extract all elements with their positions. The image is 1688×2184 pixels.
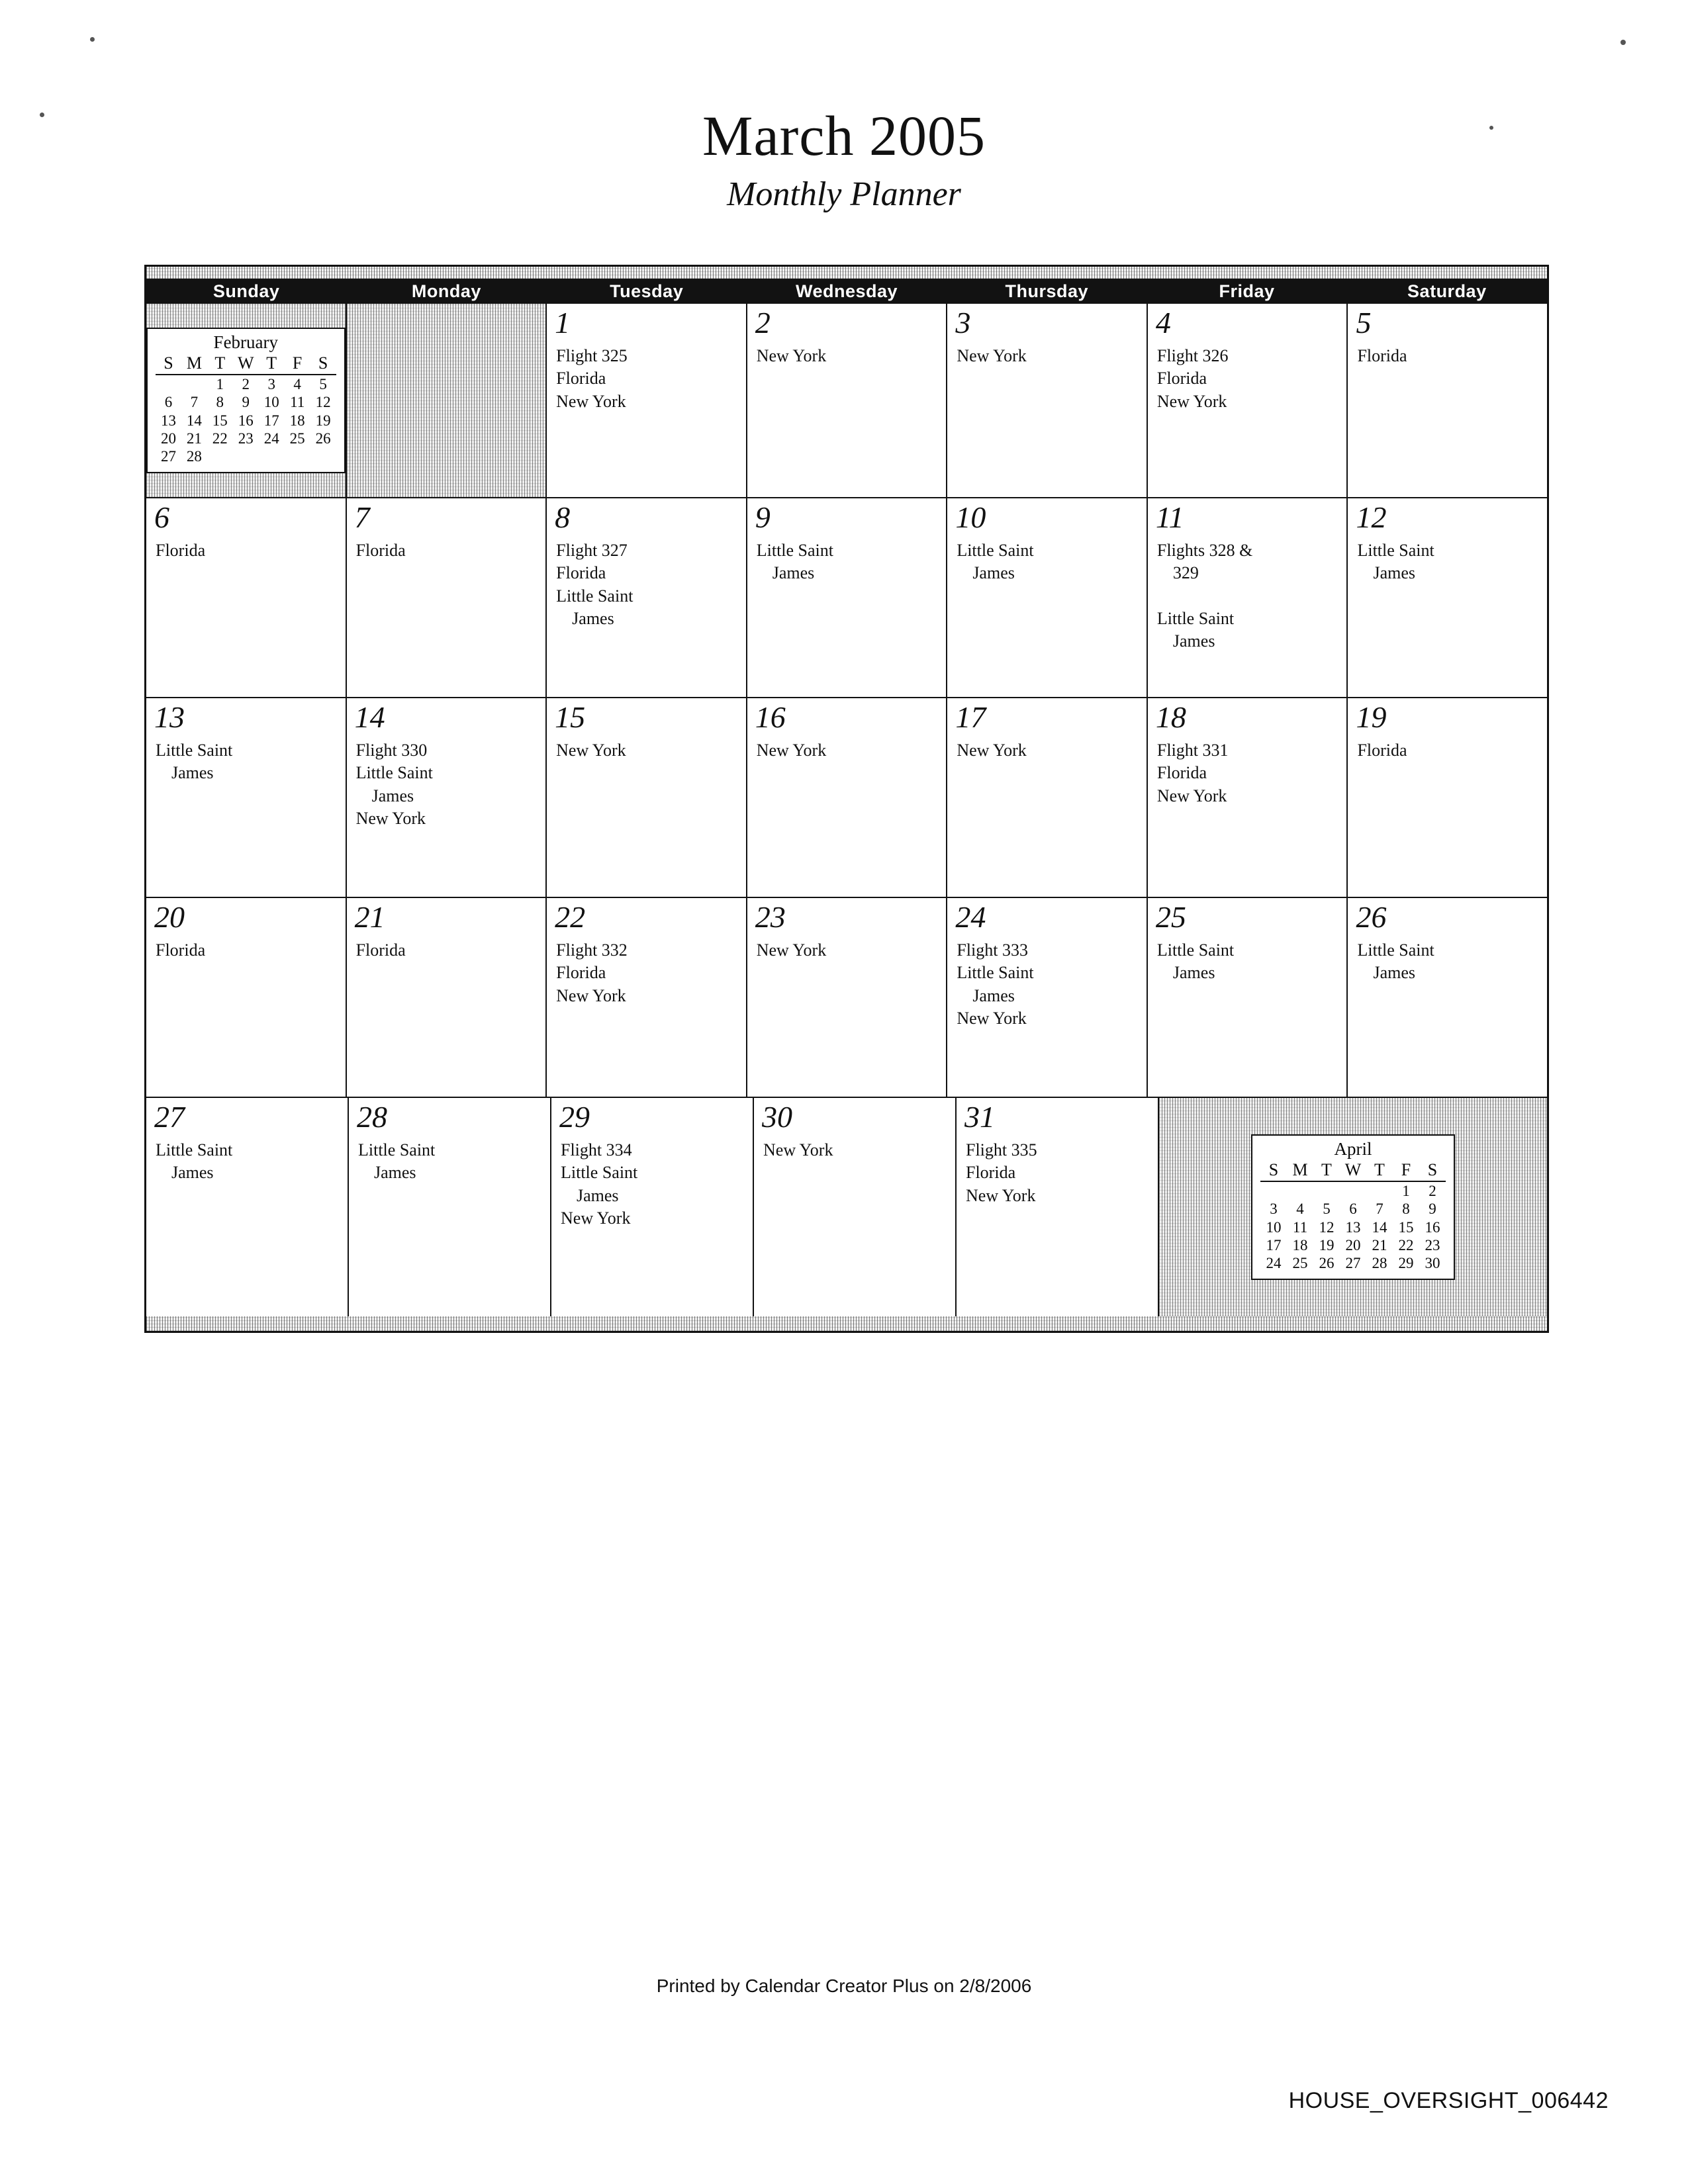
day-event-line: Flights 328 &	[1156, 541, 1253, 560]
day-number: 19	[1356, 700, 1387, 734]
day-event-line: James	[171, 1163, 214, 1183]
mini-day-cell: 24	[263, 430, 279, 447]
day-events	[755, 539, 940, 585]
day-events	[762, 1139, 949, 1161]
day-event-line: Florida	[1357, 741, 1407, 760]
mini-day-cell: 11	[1292, 1218, 1308, 1236]
day-events	[755, 939, 940, 962]
calendar-week-row	[146, 897, 1547, 1097]
day-cell-11[interactable]	[1147, 498, 1347, 697]
mini-day-cell: 20	[1345, 1236, 1361, 1253]
day-events	[355, 939, 539, 962]
day-events	[355, 539, 539, 562]
mini-day-cell: 15	[212, 412, 228, 429]
day-events	[1356, 939, 1540, 985]
day-number: 9	[755, 500, 771, 534]
day-events	[1356, 739, 1540, 762]
day-events	[555, 939, 739, 1007]
weekday-header-monday: Monday	[411, 281, 481, 301]
mini-day-cell: 5	[319, 376, 327, 393]
day-event-line: New York	[556, 391, 626, 411]
day-cell-4[interactable]	[1147, 304, 1347, 497]
mini-day-cell: 30	[1425, 1254, 1440, 1271]
day-events	[1356, 345, 1540, 367]
mini-weekday-3: W	[1340, 1160, 1366, 1182]
day-event-line: Little Saint	[1357, 940, 1434, 960]
weekday-header-row	[146, 279, 1547, 304]
mini-day-cell: 14	[186, 412, 202, 429]
day-events	[1156, 539, 1340, 653]
mini-day-cell: 9	[242, 394, 250, 411]
day-events	[955, 739, 1140, 762]
mini-day-cell: 7	[190, 394, 199, 411]
mini-day-cell: 10	[263, 394, 279, 411]
day-number: 14	[354, 700, 385, 734]
day-cell-7[interactable]	[346, 498, 546, 697]
mini-day-cell	[207, 447, 233, 465]
day-event-line: Florida	[556, 963, 606, 983]
mini-weekday-0: S	[156, 353, 181, 375]
mini-day-cell: 4	[1296, 1201, 1304, 1218]
mini-weekday-5: F	[1393, 1160, 1419, 1182]
mini-day-cell	[285, 447, 310, 465]
day-events	[154, 739, 339, 785]
day-event-line: James	[171, 763, 214, 783]
mini-month-title: April	[1334, 1139, 1372, 1159]
day-event-line: Little Saint	[1156, 608, 1235, 628]
mini-day-cell: 4	[293, 376, 301, 393]
mini-day-cell: 17	[1266, 1236, 1282, 1253]
day-cell-12[interactable]	[1346, 498, 1547, 697]
day-number: 7	[354, 500, 370, 534]
day-event-line: New York	[1156, 391, 1227, 411]
day-number: 16	[755, 700, 786, 734]
day-number: 20	[154, 900, 185, 934]
mini-day-cell: 12	[1319, 1218, 1335, 1236]
mini-month-april	[1159, 1098, 1547, 1316]
mini-day-cell: 9	[1429, 1201, 1436, 1218]
day-event-line: New York	[957, 741, 1027, 760]
day-events	[1356, 539, 1540, 585]
day-event-line: Flight 333	[957, 940, 1028, 960]
day-event-line: Little Saint	[156, 1140, 233, 1160]
weekday-header-friday: Friday	[1219, 281, 1275, 301]
mini-weekday-2: T	[1313, 1160, 1340, 1182]
frame-top-border	[146, 267, 1547, 279]
weekday-header-saturday: Saturday	[1407, 281, 1487, 301]
mini-day-cell: 23	[238, 430, 254, 447]
calendar-week-row	[146, 1097, 1547, 1316]
day-events	[154, 939, 339, 962]
day-event-line: Flight 330	[355, 741, 428, 760]
day-cell-17[interactable]	[946, 698, 1147, 897]
day-events	[955, 539, 1140, 585]
mini-day-cell: 11	[290, 394, 305, 411]
day-events	[355, 739, 539, 830]
mini-week-row	[156, 447, 336, 465]
day-events	[1156, 345, 1340, 413]
mini-week-row	[1260, 1254, 1446, 1272]
mini-day-cell: 17	[263, 412, 279, 429]
day-number: 12	[1356, 500, 1387, 534]
day-number: 17	[955, 700, 986, 734]
mini-day-cell	[1340, 1181, 1366, 1200]
mini-month-box	[1251, 1134, 1455, 1280]
mini-week-row	[156, 412, 336, 430]
mini-week-row	[1260, 1200, 1446, 1218]
day-event-line: James	[772, 563, 815, 583]
day-cell-19[interactable]	[1346, 698, 1547, 897]
mini-day-cell: 26	[315, 430, 331, 447]
mini-day-cell	[1287, 1181, 1313, 1200]
mini-day-cell: 2	[1429, 1183, 1436, 1200]
day-events	[555, 739, 739, 762]
day-cell-28[interactable]	[348, 1098, 550, 1316]
day-number: 4	[1155, 306, 1171, 340]
mini-day-cell	[310, 447, 336, 465]
day-event-line: Little Saint	[957, 963, 1034, 983]
mini-weekday-1: M	[1287, 1160, 1313, 1182]
mini-day-cell: 8	[1402, 1201, 1410, 1218]
print-footer: Printed by Calendar Creator Plus on 2/8/2006	[656, 1976, 1032, 1996]
day-number: 13	[154, 700, 185, 734]
day-cell-23[interactable]	[746, 898, 947, 1097]
mini-day-cell: 15	[1398, 1218, 1414, 1236]
day-event-line: New York	[561, 1208, 631, 1228]
mini-weekday-3: W	[233, 353, 259, 375]
mini-day-cell: 1	[216, 376, 224, 393]
mini-weekday-4: T	[1366, 1160, 1393, 1182]
day-cell-5[interactable]	[1346, 304, 1547, 497]
mini-month-table	[1260, 1160, 1446, 1272]
day-event-line: Florida	[156, 940, 206, 960]
day-number: 24	[955, 900, 986, 934]
day-number: 15	[555, 700, 586, 734]
mini-week-row	[1260, 1218, 1446, 1236]
calendar-week-row	[146, 697, 1547, 897]
mini-month-title: February	[213, 332, 279, 352]
day-event-line: New York	[756, 940, 827, 960]
day-cell-27[interactable]	[146, 1098, 348, 1316]
mini-day-cell: 21	[1372, 1236, 1387, 1253]
mini-week-row	[156, 393, 336, 411]
day-cell-16[interactable]	[746, 698, 947, 897]
day-cell-30[interactable]	[753, 1098, 955, 1316]
day-events	[555, 345, 739, 413]
day-number: 30	[762, 1100, 792, 1134]
day-cell-13[interactable]	[146, 698, 346, 897]
bates-number: HOUSE_OVERSIGHT_006442	[1288, 2088, 1609, 2113]
mini-day-cell	[156, 375, 181, 393]
day-number: 31	[964, 1100, 995, 1134]
day-event-line: James	[1172, 631, 1215, 651]
day-event-line: James	[577, 1185, 619, 1205]
day-cell-1[interactable]	[545, 304, 746, 497]
mini-day-cell: 26	[1319, 1254, 1335, 1271]
day-cell-18[interactable]	[1147, 698, 1347, 897]
mini-weekday-4: T	[259, 353, 285, 375]
mini-day-cell	[1366, 1181, 1393, 1200]
day-event-line: Florida	[556, 563, 606, 583]
day-event-line: Little Saint	[1156, 940, 1235, 960]
day-events	[154, 1139, 341, 1185]
day-cell-21[interactable]	[346, 898, 546, 1097]
mini-week-row	[156, 430, 336, 447]
page-title: March 2005	[702, 104, 986, 167]
day-event-line: Flight 334	[561, 1140, 632, 1160]
mini-weekday-0: S	[1260, 1160, 1287, 1182]
day-event-line: James	[1373, 563, 1416, 583]
mini-day-cell: 27	[1345, 1254, 1361, 1271]
mini-month-february	[146, 304, 346, 497]
mini-day-cell: 19	[315, 412, 331, 429]
day-cell-15[interactable]	[545, 698, 746, 897]
mini-month-table	[156, 353, 336, 465]
day-number: 23	[755, 900, 786, 934]
day-event-line: New York	[756, 346, 827, 365]
day-event-line: Florida	[355, 541, 406, 560]
day-cell-6[interactable]	[146, 498, 346, 697]
mini-day-cell: 18	[1292, 1236, 1308, 1253]
day-cell-2[interactable]	[746, 304, 947, 497]
mini-day-cell: 22	[1398, 1236, 1414, 1253]
calendar-grid	[144, 265, 1549, 1333]
mini-week-row	[156, 375, 336, 393]
day-number: 26	[1356, 900, 1387, 934]
mini-day-cell	[1313, 1181, 1340, 1200]
day-event-line: New York	[556, 985, 626, 1005]
document-header	[0, 106, 1688, 214]
day-event-line: James	[972, 985, 1015, 1005]
day-number: 22	[555, 900, 586, 934]
day-cell-25[interactable]	[1147, 898, 1347, 1097]
day-event-line: Little Saint	[1357, 541, 1434, 560]
weekday-header-sunday: Sunday	[212, 281, 280, 301]
mini-day-cell: 29	[1398, 1254, 1414, 1271]
day-cell-14[interactable]	[346, 698, 546, 897]
mini-weekday-5: F	[285, 353, 310, 375]
day-number: 18	[1155, 700, 1186, 734]
mini-day-cell: 3	[1270, 1201, 1278, 1218]
day-event-line: New York	[763, 1140, 833, 1160]
mini-day-cell: 16	[238, 412, 254, 429]
mini-week-row	[1260, 1181, 1446, 1200]
day-event-line: James	[371, 786, 414, 805]
mini-day-cell: 16	[1425, 1218, 1440, 1236]
day-event-line: James	[572, 608, 614, 628]
mini-day-cell: 22	[212, 430, 228, 447]
day-event-line: New York	[1156, 786, 1227, 805]
mini-week-row	[1260, 1236, 1446, 1254]
day-event-line: New York	[966, 1185, 1036, 1205]
calendar-week-row	[146, 304, 1547, 497]
day-event-line: Flight 326	[1156, 346, 1229, 365]
day-events	[955, 345, 1140, 367]
day-events	[357, 1139, 543, 1185]
mini-month-box	[146, 328, 346, 473]
calendar-week-row	[146, 497, 1547, 697]
mini-day-cell: 3	[267, 376, 275, 393]
mini-day-cell: 7	[1376, 1201, 1383, 1218]
day-number: 2	[755, 306, 771, 340]
mini-day-cell: 13	[1345, 1218, 1361, 1236]
day-event-line: Florida	[1156, 369, 1207, 388]
day-number: 27	[154, 1100, 185, 1134]
day-event-line: Florida	[355, 940, 406, 960]
day-events	[955, 939, 1140, 1030]
day-event-line: James	[374, 1163, 416, 1183]
mini-day-cell: 21	[186, 430, 202, 447]
weekday-header-tuesday: Tuesday	[610, 281, 684, 301]
day-cell-10[interactable]	[946, 498, 1147, 697]
day-event-line: Flight 331	[1156, 741, 1229, 760]
day-number: 3	[955, 306, 971, 340]
day-events	[755, 739, 940, 762]
day-event-line: Flight 335	[966, 1140, 1037, 1160]
day-event-line: Little Saint	[561, 1163, 638, 1183]
day-number: 5	[1356, 306, 1372, 340]
day-number: 10	[955, 500, 986, 534]
day-event-line: 329	[1172, 563, 1199, 583]
day-event-line: Little Saint	[358, 1140, 436, 1160]
scan-speck	[1620, 40, 1626, 45]
mini-day-cell: 1	[1402, 1183, 1410, 1200]
day-event-line	[1156, 585, 1340, 608]
day-cell-20[interactable]	[146, 898, 346, 1097]
day-events	[154, 539, 339, 562]
day-cell-26[interactable]	[1346, 898, 1547, 1097]
day-event-line: James	[1373, 963, 1416, 983]
day-event-line: Flight 327	[556, 541, 628, 560]
day-event-line: Florida	[156, 541, 206, 560]
mini-day-cell: 18	[289, 412, 305, 429]
mini-day-cell: 5	[1323, 1201, 1331, 1218]
day-event-line: Florida	[1357, 346, 1407, 365]
day-event-line: Flight 332	[556, 940, 628, 960]
mini-day-cell: 24	[1266, 1254, 1282, 1271]
day-cell-22[interactable]	[545, 898, 746, 1097]
day-number: 8	[555, 500, 571, 534]
mini-weekday-1: M	[181, 353, 207, 375]
mini-day-cell: 25	[1292, 1254, 1308, 1271]
day-number: 28	[357, 1100, 387, 1134]
day-event-line: James	[972, 563, 1015, 583]
empty-day-cell	[346, 304, 546, 497]
day-event-line: New York	[957, 346, 1027, 365]
day-number: 29	[559, 1100, 590, 1134]
mini-day-cell: 8	[216, 394, 224, 411]
day-events	[755, 345, 940, 367]
day-number: 11	[1155, 500, 1184, 534]
day-events	[1156, 939, 1340, 985]
day-event-line: Florida	[556, 369, 606, 388]
mini-day-cell: 19	[1319, 1236, 1335, 1253]
day-event-line: Flight 325	[556, 346, 628, 365]
mini-day-cell: 10	[1266, 1218, 1282, 1236]
mini-day-cell: 14	[1372, 1218, 1387, 1236]
day-event-line: Florida	[966, 1163, 1016, 1183]
mini-day-cell	[181, 375, 207, 393]
mini-day-cell: 12	[315, 394, 331, 411]
day-event-line: James	[1172, 963, 1215, 983]
day-events	[1156, 739, 1340, 807]
frame-bottom-border	[146, 1316, 1547, 1331]
day-event-line: Little Saint	[156, 741, 233, 760]
day-event-line: New York	[756, 741, 827, 760]
day-number: 1	[555, 306, 571, 340]
day-cell-8[interactable]	[545, 498, 746, 697]
mini-day-cell: 20	[160, 430, 176, 447]
day-number: 6	[154, 500, 169, 534]
day-cell-31[interactable]	[955, 1098, 1158, 1316]
day-event-line: Little Saint	[957, 541, 1034, 560]
mini-day-cell: 27	[160, 447, 176, 465]
day-events	[964, 1139, 1151, 1207]
day-events	[555, 539, 739, 630]
day-event-line: New York	[556, 741, 626, 760]
day-cell-3[interactable]	[946, 304, 1147, 497]
mini-day-cell	[1260, 1181, 1287, 1200]
mini-day-cell: 6	[164, 394, 173, 411]
mini-day-cell: 28	[1372, 1254, 1387, 1271]
day-cell-29[interactable]	[550, 1098, 753, 1316]
day-event-line: Little Saint	[556, 586, 633, 606]
day-event-line: Little Saint	[756, 541, 833, 560]
mini-day-cell: 23	[1425, 1236, 1440, 1253]
mini-weekday-2: T	[207, 353, 233, 375]
day-number: 21	[354, 900, 385, 934]
day-event-line: New York	[957, 1008, 1027, 1028]
page-subtitle: Monthly Planner	[727, 175, 961, 214]
mini-day-cell: 28	[186, 447, 202, 465]
mini-day-cell: 13	[160, 412, 176, 429]
calendar-weeks	[146, 304, 1547, 1316]
weekday-header-thursday: Thursday	[1005, 281, 1089, 301]
mini-weekday-6: S	[310, 353, 336, 375]
weekday-header-wednesday: Wednesday	[795, 281, 898, 301]
mini-day-cell	[233, 447, 259, 465]
day-event-line: Little Saint	[355, 763, 433, 783]
mini-weekday-6: S	[1419, 1160, 1446, 1182]
mini-day-cell: 2	[242, 376, 250, 393]
scan-speck	[90, 37, 95, 42]
day-event-line: Florida	[1156, 763, 1207, 783]
mini-day-cell	[259, 447, 285, 465]
mini-month-cell	[1158, 1098, 1547, 1316]
day-cell-24[interactable]	[946, 898, 1147, 1097]
day-event-line: New York	[355, 808, 426, 828]
day-cell-9[interactable]	[746, 498, 947, 697]
mini-month-cell	[146, 304, 346, 497]
mini-day-cell: 25	[289, 430, 305, 447]
mini-day-cell: 6	[1349, 1201, 1357, 1218]
day-number: 25	[1155, 900, 1186, 934]
day-events	[559, 1139, 746, 1230]
